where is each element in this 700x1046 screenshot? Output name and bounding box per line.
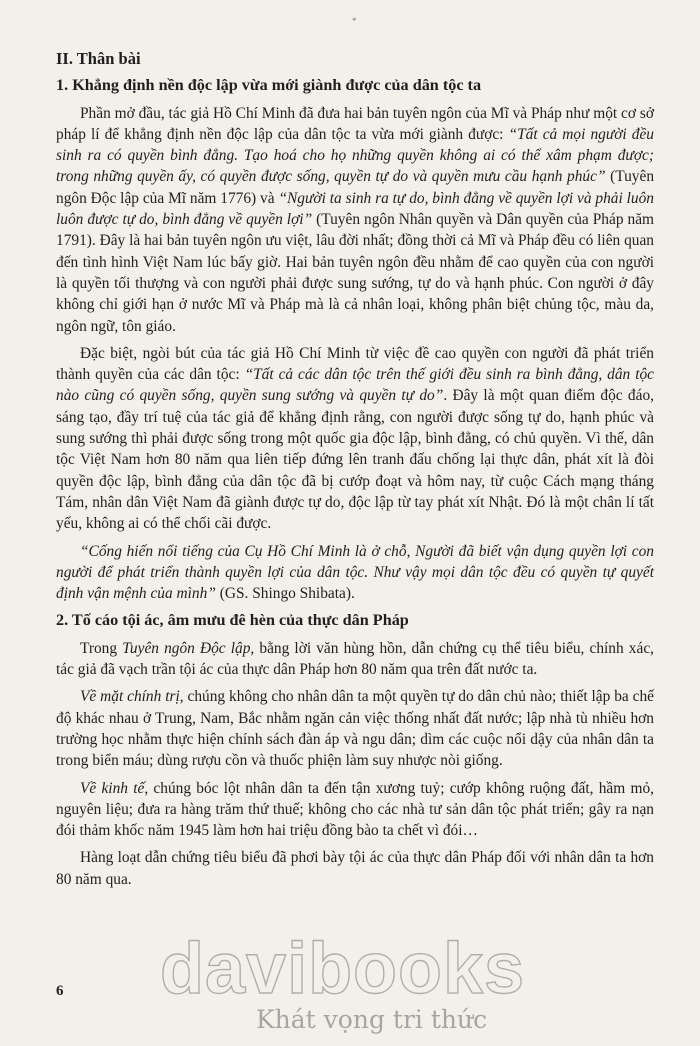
paragraph-4: Trong Tuyên ngôn Độc lập, bằng lời văn hùng hồn, dẫn chứng cụ thể tiêu biểu, chính xác, tác giả đã vạch trần tội ác của thực dân Pháp hơn 80 năm qua trên đất nước ta. bbox=[56, 639, 655, 679]
quote-us-declaration: “Tất cả mọi người đều sinh ra có quyền bình đẳng. Tạo hoá cho họ những quyền không ai có thể xâm phạm được; trong những quyền ấy, có quyền được sống, quyền tự do và quyền mưu cầu hạnh phúc” bbox=[56, 125, 655, 186]
paragraph-1: Phần mở đầu, tác giả Hồ Chí Minh đã đưa hai bản tuyên ngôn của Mĩ và Pháp như một cơ sở pháp lí để khẳng định nền độc lập của dân tộc ta vừa mới giành được: “Tất cả mọi người đều sinh ra có quyền bình đẳng. Tạo hoá cho họ những quyền không ai có thể xâm phạm được; trong những quyền ấy, có quyền được sống, quyền tự do và quyền mưu cầu hạnh phúc” (Tuyên ngôn Độc lập của Mĩ năm 1776) và “Người ta sinh ra tự do, bình đẳng về quyền lợi và phải luôn luôn được tự do, bình đẳng về quyền lợi” (Tuyên ngôn Nhân quyền và Dân quyền của Pháp năm 1791). Đây là hai bản tuyên ngôn ưu việt, lâu đời nhất; đồng thời cả Mĩ và Pháp đều có liên quan đến tình hình Việt Nam lúc bấy giờ. Hai bản tuyên ngôn đều nhằm để cao quyền của con người là quyền tối thượng và con người phải được sung sướng, tự do và hạnh phúc. Con người ở đây không chỉ giới hạn ở nước Mĩ và Pháp mà là cả nhân loại, không phân biệt chủng tộc, màu da, ngôn ngữ, tôn giáo. bbox=[56, 104, 655, 335]
paragraph-7: Hàng loạt dẫn chứng tiêu biểu đã phơi bày tội ác của thực dân Pháp đối với nhân dân ta hơn 80 năm qua. bbox=[56, 849, 654, 888]
watermark-tagline: Khát vọng tri thức bbox=[256, 1005, 488, 1034]
watermark-logo: davibooks bbox=[160, 929, 526, 1009]
subheading-2: 2. Tố cáo tội ác, âm mưu đê hèn của thực dân Pháp bbox=[56, 611, 409, 630]
paragraph-3: “Cống hiến nổi tiếng của Cụ Hồ Chí Minh là ở chỗ, Người đã biết vận dụng quyền lợi con người để phát triển thành quyền lợi của dân tộc. Như vậy mọi dân tộc đều có quyền tự quyết định vận mệnh của mình” (GS. Shingo Shibata). bbox=[56, 542, 654, 603]
paragraph-5: Về mặt chính trị, chúng không cho nhân dân ta một quyền tự do dân chủ nào; thiết lập ba chế độ khác nhau ở Trung, Nam, Bắc nhằm ngăn cản việc thống nhất đất nước; lập nhà tù nhiều hơn trường học nhằm thực hiện chính sách đàn áp và ngu dân; dìm các cuộc nổi dậy của nhân dân ta trong biển máu; dùng rượu cồn và thuốc phiện làm suy nhược nòi giống. bbox=[56, 688, 654, 770]
subheading-1: 1. Khẳng định nền độc lập vừa mới giành được của dân tộc ta bbox=[56, 76, 482, 95]
quote-nations-equal: “Tất cả các dân tộc trên thế giới đều sinh ra bình đẳng, dân tộc nào cũng có quyền sống, quyền sung sướng và quyền tự do” bbox=[56, 366, 654, 405]
paragraph-6: Về kinh tế, chúng bóc lột nhân dân ta đến tận xương tuỷ; cướp không ruộng đất, hầm mỏ, nguyên liệu; đưa ra hàng trăm thứ thuế; không cho các nhà tư sản dân tộc phát triển; gây ra nạn đói thảm khốc năm 1945 làm hơn hai triệu đồng bào ta chết vì đói… bbox=[56, 779, 654, 840]
quote-french-declaration: “Người ta sinh ra tự do, bình đẳng về quyền lợi và phải luôn luôn được tự do, bình đẳng về quyền lợi” bbox=[56, 189, 654, 229]
corner-mark: * bbox=[352, 16, 357, 26]
quote-shibata: “Cống hiến nổi tiếng của Cụ Hồ Chí Minh là ở chỗ, Người đã biết vận dụng quyền lợi con người để phát triển thành quyền lợi của dân tộc. Như vậy mọi dân tộc đều có quyền tự quyết định vận mệnh của mình” bbox=[56, 542, 654, 603]
paragraph-2: Đặc biệt, ngòi bút của tác giả Hồ Chí Minh từ việc đề cao quyền con người đã phát triển thành quyền của các dân tộc: “Tất cả các dân tộc trên thế giới đều sinh ra bình đẳng, dân tộc nào cũng có quyền sống, quyền sung sướng và quyền tự do”. Đây là một quan điểm độc đáo, sáng tạo, đầy trí tuệ của tác giả để khẳng định rằng, con người được sống tự do, hạnh phúc và sung sướng thì phải được sống trong một quốc gia độc lập, bình đẳng, có chủ quyền. Vì thế, dân tộc Việt Nam hơn 80 năm qua liên tiếp đứng lên tranh đấu chống lại thực dân, phát xít là đòi quyền độc lập, bình đẳng của dân tộc đã bị cướp đoạt và hôm nay, từ cuộc Cách mạng tháng Tám, nhân dân Việt Nam đã giành được tự do, độc lập từ tay phát xít Nhật. Đó là một chân lí tất yếu, không ai có thể chối cãi được. bbox=[56, 344, 654, 533]
page-number: 6 bbox=[56, 983, 64, 999]
section-heading: II. Thân bài bbox=[56, 49, 141, 68]
page-content bbox=[56, 48, 654, 896]
